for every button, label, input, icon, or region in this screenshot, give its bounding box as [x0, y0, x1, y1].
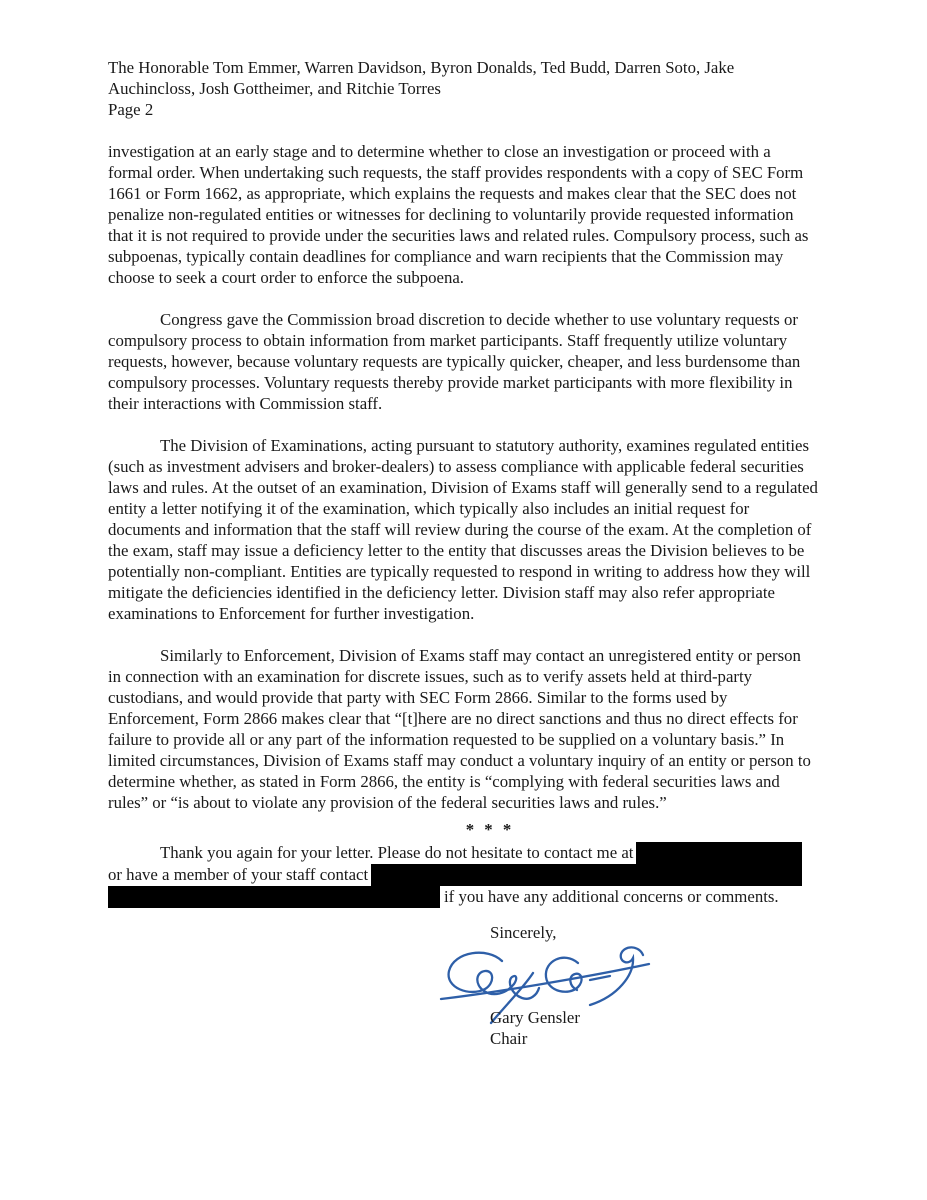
signature-stroke-final-l [590, 947, 643, 1005]
signature-stroke-dash [590, 976, 610, 980]
redaction-bar [371, 864, 802, 886]
addressee-line: The Honorable Tom Emmer, Warren Davidson, Byron Donalds, Ted Budd, Darren Soto, Jake Auchincloss, Josh Gottheimer, and Ritchie Torres [108, 58, 735, 98]
body-paragraph-2: Congress gave the Commission broad discretion to decide whether to use voluntary requests or compulsory process to obtain information from market participants. Staff frequently utilize voluntary requests, however, because voluntary requests are typically quicker, cheaper, and less burdensome than compulsory processes. Voluntary requests thereby provide market participants with more flexibility in their interactions with Commission staff. [108, 310, 801, 413]
first-line-indent [108, 842, 160, 864]
closing-line-3 [108, 886, 818, 908]
closing-line-1 [108, 842, 818, 864]
letter-content [108, 57, 818, 1049]
body-paragraph-3: The Division of Examinations, acting pursuant to statutory authority, examines regulated entities (such as investment advisers and broker-dealers) to assess compliance with applicable federal securities laws and rules. At the outset of an examination, Division of Exams staff will generally send to a regulated entity a letter notifying it of the examination, which typically also includes an initial request for documents and information that the staff will review during the course of the exam. At the completion of the exam, staff may issue a deficiency letter to the entity that discusses areas the Division believes to be potentially non-compliant. Entities are typically requested to respond in writing to address how they will mitigate the deficiencies identified in the deficiency letter. Division staff may also refer appropriate examinations to Enforcement for further investigation. [108, 436, 818, 623]
closing-text-3: if you have any additional concerns or comments. [444, 887, 779, 906]
page-number: Page 2 [108, 100, 154, 119]
section-separator: * * * [465, 820, 515, 839]
signature-block [438, 922, 818, 1049]
closing-text-1: Thank you again for your letter. Please do not hesitate to contact me at [160, 843, 634, 862]
letter-header [108, 57, 818, 120]
body-paragraph-1: investigation at an early stage and to determine whether to close an investigation or proceed with a formal order. When undertaking such requests, the staff provides respondents with a copy of SEC Form 1661 or Form 1662, as appropriate, which explains the requests and makes clear that the SEC does not penalize non-regulated entities or witnesses for declining to voluntarily provide requested information that it is not required to provide under the securities laws and related rules. Compulsory process, such as subpoenas, typically contain deadlines for compliance and warn recipients that the Commission may choose to seek a court order to enforce the subpoena. [108, 142, 809, 287]
body-paragraph-4: Similarly to Enforcement, Division of Exams staff may contact an unregistered entity or person in connection with an examination for discrete issues, such as to verify assets held at third-party custodians, and would provide that party with SEC Form 2866. Similar to the forms used by Enforcement, Form 2866 makes clear that “[t]here are no direct sanctions and thus no direct effects for failure to provide all or any part of the information requested to be supplied on a voluntary basis.” In limited circumstances, Division of Exams staff may conduct a voluntary inquiry of an entity or person to determine whether, as stated in Form 2866, the entity is “complying with federal securities laws and rules” or “is about to violate any provision of the federal securities laws and rules.” [108, 646, 811, 812]
closing-text-2: or have a member of your staff contact [108, 865, 369, 884]
closing-line-2 [108, 864, 818, 886]
signer-title: Chair [490, 1029, 528, 1048]
signer-name: Gary Gensler [490, 1008, 580, 1027]
redaction-bar [636, 842, 802, 864]
signature-stroke-underline [441, 964, 649, 999]
closing-paragraph [108, 842, 818, 908]
signature-stroke-second-g [546, 958, 582, 992]
valediction: Sincerely, [490, 923, 557, 942]
redaction-bar [108, 886, 440, 908]
